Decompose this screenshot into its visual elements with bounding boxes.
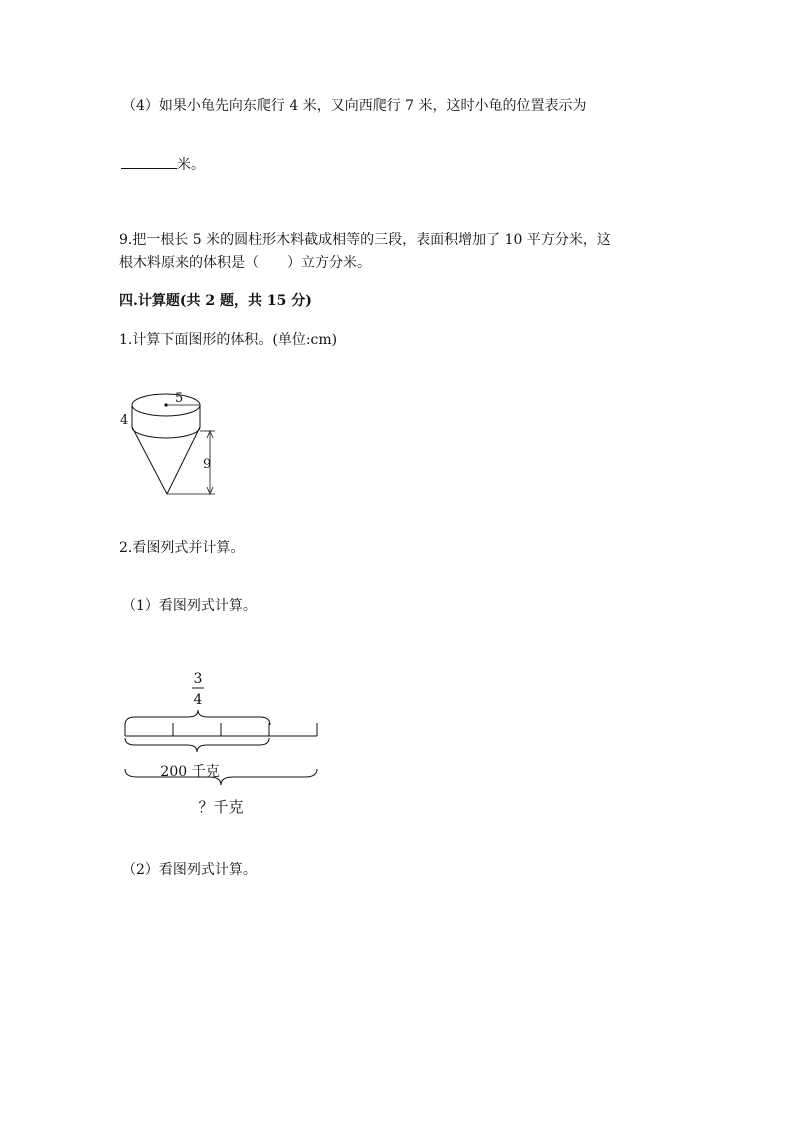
unknown-quantity-label: ？千克 — [198, 798, 244, 816]
q8-part4-unit: 米。 — [177, 157, 205, 173]
cylinder-cone-figure — [115, 380, 235, 510]
section4-heading: 四.计算题(共 2 题，共 15 分) — [119, 293, 312, 309]
calc2-prompt: 2.看图列式并计算。 — [119, 540, 245, 556]
cylinder-height-label: 4 — [120, 413, 129, 428]
lower-brace-known — [125, 738, 269, 752]
answer-blank[interactable] — [121, 154, 177, 169]
calc2-part1-label: （1）看图列式计算。 — [122, 598, 257, 614]
calc1-prompt: 1.计算下面图形的体积。(单位:cm) — [119, 332, 338, 348]
q9-line1: 9.把一根长 5 米的圆柱形木料截成相等的三段，表面积增加了 10 平方分米，这 — [119, 232, 611, 248]
fraction-denominator: 4 — [193, 692, 203, 708]
lower-brace-total — [125, 769, 317, 785]
bar-model-figure — [115, 665, 325, 825]
known-quantity-label: 200 千克 — [160, 764, 220, 780]
cone-height-label: 9 — [203, 457, 212, 472]
top-brace — [125, 710, 270, 725]
q9-line2: 根木料原来的体积是（ ）立方分米。 — [119, 255, 371, 271]
radius-label: 5 — [175, 391, 184, 406]
calc2-part2-label: （2）看图列式计算。 — [122, 862, 257, 878]
fraction-numerator: 3 — [193, 671, 203, 687]
cone-right-edge — [167, 427, 200, 494]
q8-part4-line2 — [121, 154, 205, 175]
q8-part4-line1: （4）如果小龟先向东爬行 4 米，又向西爬行 7 米，这时小龟的位置表示为 — [122, 98, 587, 114]
